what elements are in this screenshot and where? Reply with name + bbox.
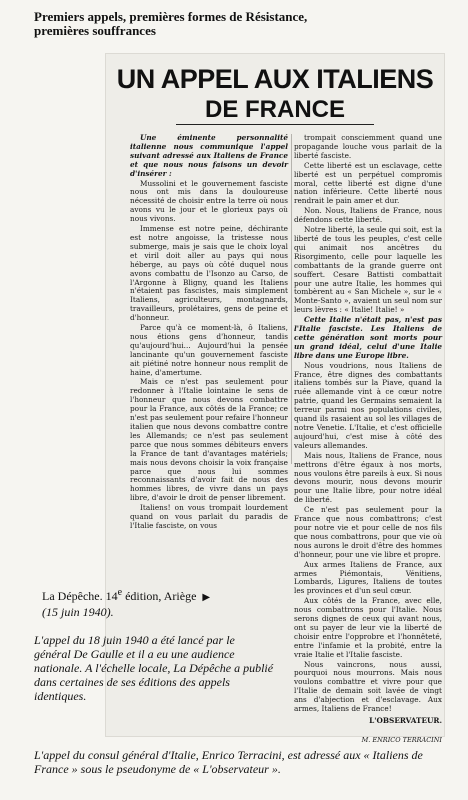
article-paragraph: Immense est notre peine, déchirante est notre angoisse, la tristesse nous submerge, mais je sais que le choix loyal et viril doit aller au pays qui nous héberge, au pays où côté duquel nous avons combattu de l'Isonzo au Carso, de l'Argonne à Bligny, quand les Italiens n'étaient pas fascistes, mais simplement Italiens, agriculteurs, montagnards, travailleurs, prolétaires, gens de peine et d'honneur. bbox=[130, 224, 288, 323]
article-paragraph: Mais nous, Italiens de France, nous mettrons d'être égaux à nos morts, nous voulons être pareils à eux. Si nous devons mourir, nous devons mourir pour une Italie libre, pour notre idéal de liberté. bbox=[294, 450, 442, 505]
article-paragraph: Ce n'est pas seulement pour la France que nous combattrons; c'est pour notre vie et pour celle de nos fils que nous combattrons, pour que vie où nous aurons le droit d'être des hommes d'honneur, pour une vie libre et propre. bbox=[294, 505, 442, 559]
article-paragraph: Italiens! on vous trompait lourdement quand on vous parlait du paradis de l'Italie fasciste, on vous bbox=[130, 503, 288, 530]
page-header bbox=[34, 10, 434, 38]
article-paragraph: Notre liberté, la seule qui soit, est la liberté de tous les peuples, c'est celle qui animait nos ancêtres du Risorgimento, celle pour laquelle les combattants de la grande guerre ont souffert. Cesare Battisti combattait pour une autre Italie, les hommes qui tombèrent au « San Michele », sur le « Monte-Santo », avaient un seul nom sur leurs lèvres : « Italie! Italie! » bbox=[294, 225, 442, 315]
article-paragraph: Parce qu'à ce moment-là, ô Italiens, nous étions gens d'honneur, tandis qu'aujourd'hui... Aujourd'hui la pensée lancinante qu'un gouvernement fasciste ait piétiné notre honneur nous remplit de haine, d'amertume. bbox=[130, 323, 288, 377]
article-intro: Une éminente personnalité italienne nous communique l'appel suivant adressé aux Italiens de France et que nous nous faisons un devoir d'insérer : bbox=[130, 133, 288, 178]
source-date: (15 juin 1940). bbox=[42, 605, 114, 619]
article-signature: L'OBSERVATEUR. bbox=[369, 716, 442, 725]
article-paragraph: Mussolini et le gouvernement fasciste nous ont mis dans la douloureuse nécessité de choisir entre la terre où nous avons vu le jour et le glorieux pays où nous vivons. bbox=[130, 178, 288, 224]
article-column-right bbox=[294, 134, 442, 745]
arrow-right-icon: ▶ bbox=[202, 592, 211, 603]
header-line-1: Premiers appels, premières formes de Résistance, bbox=[34, 9, 308, 24]
article-paragraph: Nous voudrions, nous Italiens de France, être dignes des combattants italiens tombés sur la Piave, quand la ruée allemande vint à ce cœur notre patrie, quand les Germains semaient la terreur parmi nos populations civiles, quand ils rasaient au sol les villages de notre Venetie. L'Italie, et c'est officielle aujourd'hui, c'est mise à côté des valeurs allemandes. bbox=[294, 360, 442, 450]
article-paragraph: Aux côtés de la France, avec elle, nous combattrons pour l'Italie. Nous serons dignes de ceux qui avant nous, ont su payer de leur vie la liberté de choisir entre l'opprobre et l'honnêteté, entre l'infamie et la probité, entre la vraie Italie et l'Italie fasciste. bbox=[294, 596, 442, 659]
article-paragraph: Non. Nous, Italiens de France, nous défendons cette liberté. bbox=[294, 206, 442, 225]
bottom-caption: L'appel du consul général d'Italie, Enrico Terracini, est adressé aux « Italiens de France » sous le pseudonyme de « L'observateur ». bbox=[34, 748, 423, 776]
article-title-line-1: UN APPEL AUX ITALIENS bbox=[116, 64, 434, 94]
article-column-left bbox=[130, 134, 288, 532]
main-caption: L'appel du 18 juin 1940 a été lancé par le général De Gaulle et il a eu une audience nationale. A l'échelle locale, La Dépêche a publié dans certaines de ses éditions des appels identiques. bbox=[34, 633, 274, 703]
article-paragraph: Nous vaincrons, nous aussi, pourquoi nous mourrons. Mais nous voulons combattre et vivre pour que l'Italie de demain soit lavée de vingt ans d'abjection et d'esclavage. Aux armes, Italiens de France! bbox=[294, 659, 442, 714]
source-caption: La Dépêche. 14e édition, Ariège ▶ (15 juin 1940). bbox=[42, 587, 211, 619]
article-title-line-2: DE FRANCE bbox=[204, 96, 345, 123]
article-paragraph: Mais ce n'est pas seulement pour redonner à l'Italie lointaine le sens de l'honneur que nous devons combattre pour la France, aux côtés de la France; ce n'est pas seulement pour refaire l'honneur italien que nous devons combattre contre les Allemands; ce n'est pas seulement parce que nous sommes débiteurs envers la France de tant d'avantages matériels; mais nous devons choisir la voix française parce que nous lui sommes reconnaissants d'avoir fait de nous des hommes libres, de vivre dans un pays libre, d'avoir le droit de penser librement. bbox=[130, 377, 288, 503]
article-paragraph: Cette liberté est un esclavage, cette liberté est un perpétuel compromis moral, cette liberté est digne d'une nation inférieure. Cette liberté nous rendrait le pain amer et dur. bbox=[294, 160, 442, 206]
handwritten-annotation: M. ENRICO TERRACINI bbox=[361, 735, 442, 744]
article-paragraph: Aux armes Italiens de France, aux armes Piémontais, Vénitiens, Lombards, Ligures, Italiens de toutes les provinces et d'un seul cœur. bbox=[294, 559, 442, 596]
column-divider bbox=[291, 134, 292, 464]
header-line-2: premières souffrances bbox=[34, 23, 156, 38]
article-paragraph: trompait consciemment quand une propagande louche vous parlait de la liberté fasciste. bbox=[294, 133, 442, 160]
title-rule bbox=[176, 124, 374, 125]
article-paragraph: Cette Italie n'était pas, n'est pas l'Italie fasciste. Les Italiens de cette génération sont morts pour un grand idéal, celui d'une Italie libre dans une Europe libre. bbox=[294, 315, 442, 360]
